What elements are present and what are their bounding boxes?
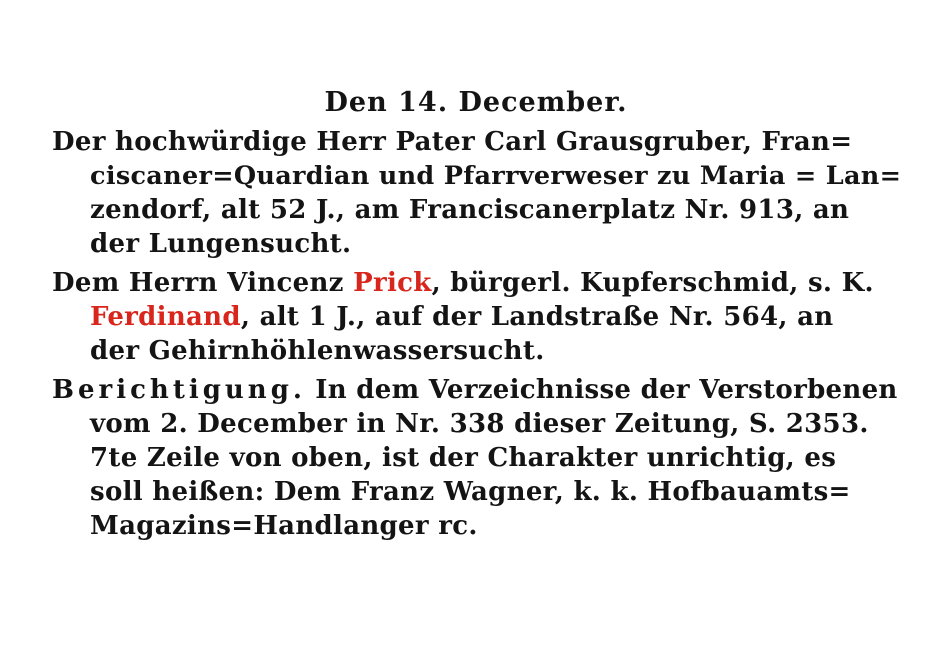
entry-2-line-2 (90, 300, 833, 334)
entry-3-line-2: vom 2. December in Nr. 338 dieser Zeitung, S. 2353. (90, 409, 869, 439)
entry-2-line-1 (52, 266, 874, 300)
entry-2-intro: Dem Herrn Vincenz (52, 268, 354, 298)
entry-1-line-1: Der hochwürdige Herr Pater Carl Grausgruber, Fran= (52, 127, 853, 157)
entry-2-line-3: der Gehirnhöhlenwassersucht. (90, 336, 545, 366)
entry-3-line-3: 7te Zeile von oben, ist der Charakter unrichtig, es (90, 443, 837, 473)
entry-3-line-1 (52, 373, 898, 407)
entry-1-line-2: ciscaner=Quardian und Pfarrverweser zu Maria = Lan= (90, 161, 902, 191)
entry-2-details: , alt 1 J., auf der Landstraße Nr. 564, an (240, 302, 834, 332)
entry-2-occupation: , bürgerl. Kupferschmid, s. K. (431, 268, 874, 298)
highlighted-surname: Prick (353, 268, 432, 298)
entry-3-line-4: soll heißen: Dem Franz Wagner, k. k. Hofbauamts= (90, 477, 851, 507)
date-heading: Den 14. December. (324, 87, 628, 118)
highlighted-given-name: Ferdinand (90, 302, 241, 332)
correction-label: Berichtigung. (52, 375, 306, 405)
entry-1-line-4: der Lungensucht. (90, 229, 352, 259)
correction-intro: In dem Verzeichnisse der Verstorbenen (305, 375, 898, 405)
entry-3-line-5: Magazins=Handlanger rc. (90, 511, 478, 541)
entry-1-line-3: zendorf, alt 52 J., am Franciscanerplatz Nr. 913, an (90, 195, 850, 225)
